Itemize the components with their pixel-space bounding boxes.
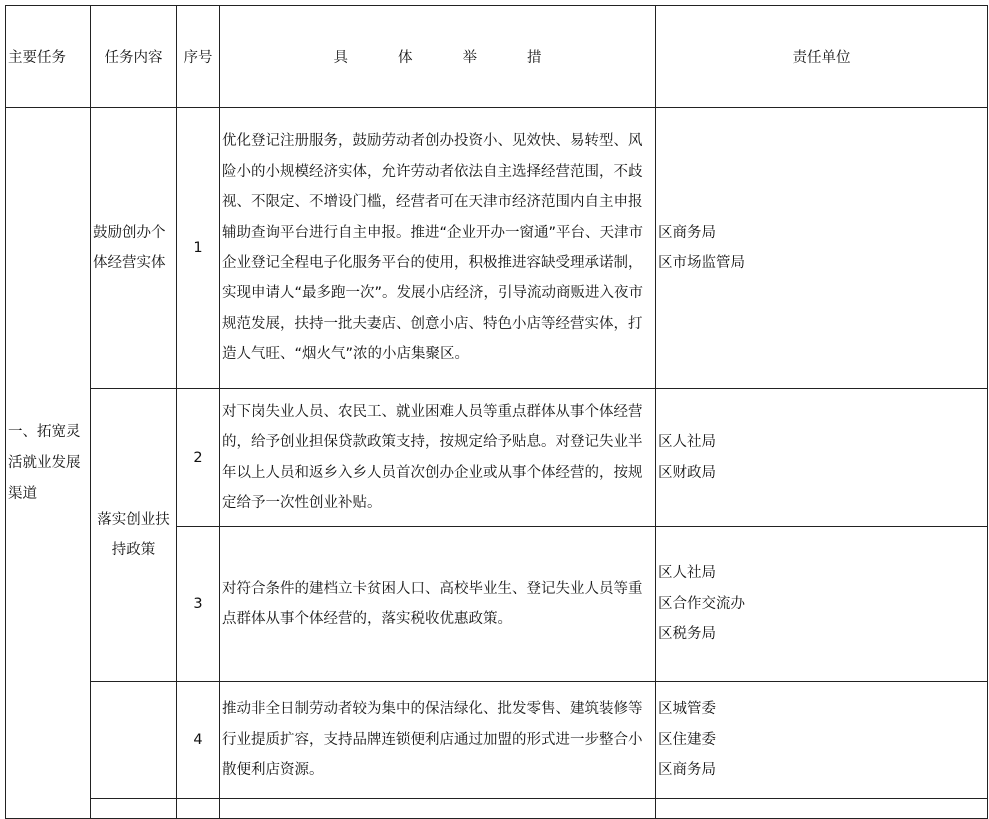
- responsible-unit: 区财政局: [658, 464, 716, 481]
- task-table: [5, 5, 988, 819]
- seq-cell: 2: [177, 389, 220, 527]
- header-task-content: 任务内容: [91, 6, 177, 108]
- measure-cell: 推动非全日制劳动者较为集中的保洁绿化、批发零售、建筑装修等行业提质扩容，支持品牌连锁便利店通过加盟的形式进一步整合小散便利店资源。: [220, 682, 656, 799]
- responsible-cell: [656, 389, 988, 527]
- task-content-cell: 落实创业扶持政策: [91, 389, 177, 682]
- seq-cell: 1: [177, 108, 220, 389]
- measure-cell: 优化登记注册服务，鼓励劳动者创办投资小、见效快、易转型、风险小的小规模经济实体，允许劳动者依法自主选择经营范围，不歧视、不限定、不增设门槛，经营者可在天津市经济范围内自主申报辅助查询平台进行自主申报。推进“企业开办一窗通”平台、天津市企业登记全程电子化服务平台的使用，积极推进容缺受理承诺制，实现申请人“最多跑一次”。发展小店经济，引导流动商贩进入夜市规范发展，扶持一批夫妻店、创意小店、特色小店等经营实体，打造人气旺、“烟火气”浓的小店集聚区。: [220, 108, 656, 389]
- responsible-unit: 区人社局: [658, 565, 716, 582]
- responsible-unit: 区税务局: [658, 626, 716, 643]
- header-measures: [220, 6, 656, 108]
- seq-cell-empty: [177, 799, 220, 819]
- measure-cell-empty: [220, 799, 656, 819]
- responsible-unit: 区合作交流办: [658, 595, 745, 612]
- table-row: [6, 389, 988, 527]
- measure-cell: 对符合条件的建档立卡贫困人口、高校毕业生、登记失业人员等重点群体从事个体经营的，落实税收优惠政策。: [220, 527, 656, 682]
- responsible-cell: [656, 527, 988, 682]
- header-measures-label: 具体举措: [333, 50, 592, 66]
- measure-cell: 对下岗失业人员、农民工、就业困难人员等重点群体从事个体经营的，给予创业担保贷款政策支持，按规定给予贴息。对登记失业半年以上人员和返乡入乡人员首次创办企业或从事个体经营的，按规定给予一次性创业补贴。: [220, 389, 656, 527]
- responsible-cell: [656, 108, 988, 389]
- seq-cell: 4: [177, 682, 220, 799]
- task-content-cell: 鼓励创办个体经营实体: [91, 108, 177, 389]
- task-content-cell-empty: [91, 799, 177, 819]
- table-row: [6, 682, 988, 799]
- header-row: [6, 6, 988, 108]
- header-main-task: 主要任务: [6, 6, 91, 108]
- responsible-unit: 区市场监管局: [658, 255, 745, 271]
- responsible-cell: [656, 682, 988, 799]
- main-task-cell: 一、拓宽灵活就业发展渠道: [6, 108, 91, 819]
- table-row: [6, 108, 988, 389]
- seq-cell: 3: [177, 527, 220, 682]
- header-responsible: 责任单位: [656, 6, 988, 108]
- responsible-unit: 区商务局: [658, 762, 716, 779]
- responsible-unit: 区城管委: [658, 701, 716, 718]
- table-row-partial: [6, 799, 988, 819]
- responsible-unit: 区住建委: [658, 731, 716, 748]
- responsible-unit: 区人社局: [658, 434, 716, 451]
- responsible-unit: 区商务局: [658, 224, 716, 241]
- task-content-cell-empty: [91, 682, 177, 799]
- responsible-cell-empty: [656, 799, 988, 819]
- header-seq: 序号: [177, 6, 220, 108]
